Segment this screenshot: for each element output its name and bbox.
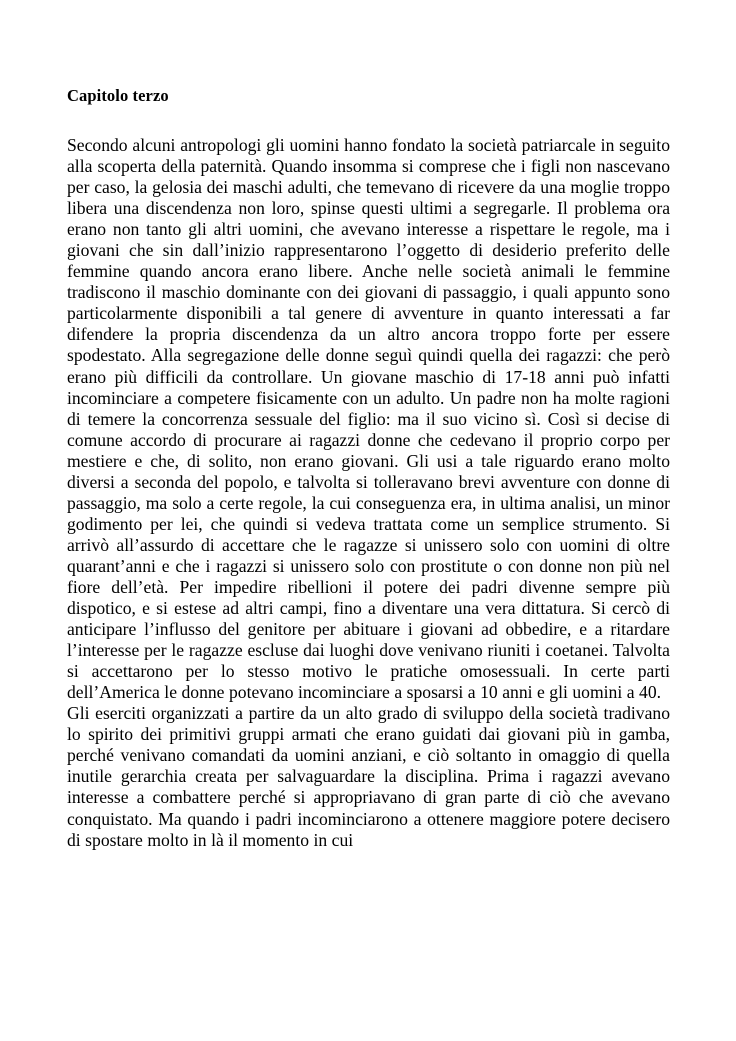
chapter-heading: Capitolo terzo <box>67 86 169 105</box>
text-column <box>67 85 670 851</box>
body-text <box>67 135 670 851</box>
body-paragraph: Gli eserciti organizzati a partire da un alto grado di sviluppo della società tradivano lo spirito dei primitivi gruppi armati che erano guidati dai giovani più in gamba, perché venivano comandati da uomini anziani, e ciò soltanto in omaggio di quella inutile gerarchia creata per salvaguardare la disciplina. Prima i ragazzi avevano interesse a combattere perché si appropriavano di gran parte di ciò che avevano conquistato. Ma quando i padri incominciarono a ottenere maggiore potere decisero di spostare molto in là il momento in cui <box>67 703 670 850</box>
body-paragraph: Secondo alcuni antropologi gli uomini hanno fondato la società patriarcale in seguito alla scoperta della paternità. Quando insomma si comprese che i figli non nascevano per caso, la gelosia dei maschi adulti, che temevano di ricevere da una moglie troppo libera una discendenza non loro, spinse questi ultimi a segregarle. Il problema ora erano non tanto gli altri uomini, che avevano interesse a rispettare le regole, ma i giovani che sin dall’inizio rappresentarono l’oggetto di desiderio preferito delle femmine quando ancora erano libere. Anche nelle società animali le femmine tradiscono il maschio dominante con dei giovani di passaggio, i quali appunto sono particolarmente disponibili a tal genere di avventure in quanto interessati a far difendere la propria discendenza da un altro ancora troppo forte per essere spodestato. Alla segregazione delle donne seguì quindi quella dei ragazzi: che però erano più difficili da controllare. Un giovane maschio di 17-18 anni può infatti incominciare a competere fisicamente con un adulto. Un padre non ha molte ragioni di temere la concorrenza sessuale del figlio: ma il suo vicino sì. Così si decise di comune accordo di procurare ai ragazzi donne che cedevano il proprio corpo per mestiere e che, di solito, non erano giovani. Gli usi a tale riguardo erano molto diversi a seconda del popolo, e talvolta si tolleravano brevi avventure con donne di passaggio, ma solo a certe regole, la cui conseguenza era, in ultima analisi, un minor godimento per lei, che quindi si vedeva trattata come un semplice strumento. Si arrivò all’assurdo di accettare che le ragazze si unissero solo con uomini di oltre quarant’anni e che i ragazzi si unissero solo con prostitute o con donne non più nel fiore dell’età. Per impedire ribellioni il potere dei padri divenne sempre più dispotico, e si estese ad altri campi, fino a diventare una vera dittatura. Si cercò di anticipare l’influsso del genitore per abituare i giovani ad obbedire, e a ritardare l’interesse per le ragazze escluse dai luoghi dove venivano riuniti i coetanei. Talvolta si accettarono per lo stesso motivo le pratiche omosessuali. In certe parti dell’America le donne potevano incominciare a sposarsi a 10 anni e gli uomini a 40. <box>67 135 670 703</box>
